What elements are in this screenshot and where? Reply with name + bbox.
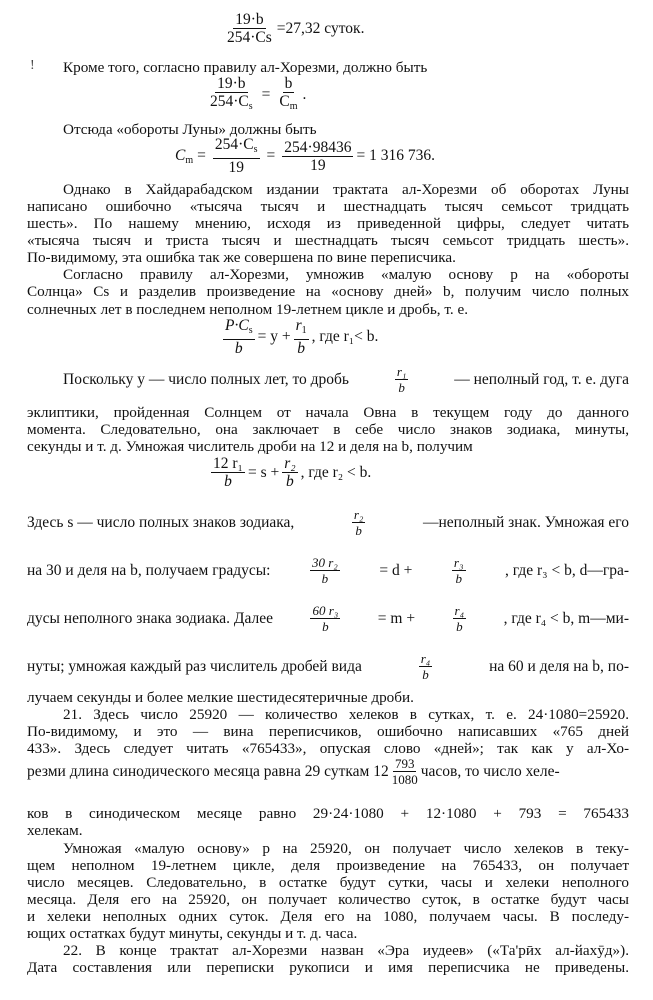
text: = m + — [377, 609, 416, 627]
numerator: 30 r₂ — [311, 555, 338, 570]
denominator: b — [456, 619, 463, 634]
denominator: 254·C — [210, 93, 249, 110]
denominator: b — [224, 473, 232, 490]
denominator: C — [279, 93, 290, 110]
subscript: m — [289, 101, 298, 112]
numerator: P·C — [225, 317, 249, 334]
text: , где r₃ < b, d—гра- — [505, 561, 629, 579]
numerator: 60 r₃ — [312, 603, 339, 618]
denominator: b — [398, 380, 405, 395]
denominator: b — [322, 619, 329, 634]
paragraph-line-inline-frac — [27, 652, 629, 681]
text: — неполный год, т. е. дуга — [454, 370, 629, 388]
subscript: 1 — [301, 325, 307, 336]
text: дусы неполного знака зодиака. Далее — [27, 609, 273, 627]
text: резми длина синодического месяца равна 29 суткам 12 — [27, 762, 389, 780]
text: , где r₄ < b, m—ми- — [503, 609, 629, 627]
numerator: r₁ — [396, 364, 407, 379]
numerator: 19·b — [235, 11, 264, 28]
lhs: C — [175, 146, 186, 164]
text: нуты; умножая каждый раз числитель дробей вида — [27, 657, 362, 675]
paragraph-line: Отсюда «обороты Луны» должны быть — [63, 121, 317, 138]
denominator: b — [455, 571, 462, 586]
numerator: 19·b — [217, 75, 246, 92]
numerator: r₃ — [453, 555, 464, 570]
denominator: b — [355, 523, 362, 538]
numerator: r₄ — [454, 603, 465, 618]
subscript: m — [185, 154, 194, 166]
equation-4 — [220, 318, 378, 356]
equation-1 — [222, 12, 364, 45]
text: —неполный знак. Умножая его — [423, 513, 629, 531]
numerator: r₂ — [284, 455, 296, 472]
fraction — [225, 12, 274, 45]
denominator: 1080 — [391, 772, 418, 787]
paragraph-line: шесть». По нашему мнению, исходя из приведенной цифры, следует читать — [27, 215, 629, 232]
subscript: s — [248, 101, 253, 112]
paragraph-line: ков в синодическом месяце равно 29·24·1080 + 12·1080 + 793 = 765433 — [27, 805, 629, 822]
paragraph-line: Дата составления или переписки рукописи и имя переписчика не приведены. — [27, 959, 629, 976]
text: на 30 и деля на b, получаем градусы: — [27, 561, 271, 579]
paragraph-line: хелекам. — [27, 822, 83, 839]
equation-tail: . — [302, 86, 307, 103]
numerator: r₂ — [353, 507, 364, 522]
paragraph-line: 433». Здесь следует читать «765433», опуская слово «дней»; так как у ал-Хо- — [27, 740, 629, 757]
denominator: b — [321, 571, 329, 586]
margin-mark: ! — [30, 58, 35, 73]
paragraph-line: эклиптики, пройденная Солнцем от начала Овна в текущем году до данного — [27, 404, 629, 421]
paragraph-line: Солнца» Cs и разделив произведение на «основу дней» b, получим число полных — [27, 283, 629, 300]
numerator: 254·C — [214, 136, 254, 153]
denominator: b — [234, 340, 243, 357]
numerator: b — [284, 75, 293, 92]
subscript: s — [248, 325, 253, 336]
denominator: 19 — [228, 159, 244, 176]
equation-mid: = s + — [247, 463, 280, 481]
denominator: 254·Cs — [227, 29, 272, 46]
paragraph-line: По-видимому, эта ошибка так же совершена по вине переписчика. — [27, 249, 456, 266]
equation-5 — [208, 456, 371, 489]
text: на 60 и деля на b, по- — [489, 657, 629, 675]
paragraph-line: ющих остатках будут минуты, секунды и т. д. часа. — [27, 925, 358, 942]
paragraph-line-inline-frac — [27, 757, 629, 786]
equation-2: $\frac{19\cdot b}{254\cdot C_s}$ = $\frac{b}{C_m}$ . — [210, 75, 307, 112]
paragraph-line: месяца. Деля его на 25920, он получает количество суток, в остатке будут часы — [27, 891, 629, 908]
paragraph-line-inline-frac — [27, 508, 629, 537]
paragraph-line: и хелеки неполных одних суток. Деля его на 1080, получаем часы. В последу- — [27, 908, 629, 925]
paragraph-line: число месяцев. Следовательно, в остатке будут сутки, часы и хелеки неполного — [27, 874, 629, 891]
text: Здесь s — число полных знаков зодиака, — [27, 513, 295, 531]
numerator: 254·98436 — [284, 138, 352, 156]
denominator: b — [286, 473, 294, 490]
paragraph-line-inline-frac — [27, 604, 629, 633]
numerator: r₄ — [420, 651, 431, 666]
text: Поскольку y — число полных лет, то дробь — [63, 370, 349, 388]
paragraph-line-inline-frac — [63, 365, 629, 394]
paragraph-line: 21. Здесь число 25920 — количество хелеков в сутках, т. е. 24·1080=25920. — [63, 706, 629, 723]
paragraph-line: секунды и т. д. Умножая числитель дроби на 12 и деля на b, получим — [27, 438, 473, 455]
numerator: 12 r₁ — [213, 455, 243, 472]
paragraph-line: момента. Следовательно, она заключает в себе число знаков зодиака, минуты, — [27, 421, 629, 438]
paragraph-line: Согласно правилу ал-Хорезми, умножив «малую основу p на «обороты — [63, 266, 629, 283]
paragraph-line: написано ошибочно «тысяча тысяч и шестнадцать тысяч семьсот тридцать — [27, 198, 629, 215]
paragraph-line: Умножая «малую основу» p на 25920, он получает число хелеков в теку- — [63, 840, 629, 857]
text: часов, то число хеле- — [420, 762, 560, 780]
paragraph-line: лучаем секунды и более мелкие шестидесятеричные дроби. — [27, 689, 414, 706]
equation-tail: , где r₁< b. — [311, 328, 379, 345]
paragraph-line: По-видимому, и это — вина переписчиков, ошибочно написавших «765 дней — [27, 723, 629, 740]
equation-rhs: =27,32 суток. — [276, 19, 365, 37]
denominator: 19 — [310, 156, 326, 174]
denominator: b — [297, 340, 305, 357]
equation-tail: , где r₂ < b. — [300, 463, 372, 481]
subscript: s — [253, 144, 258, 155]
paragraph-line: солнечных лет в последнем неполном 19-летнем цикле и дробь, т. е. — [27, 301, 468, 318]
numerator: 793 — [394, 756, 415, 771]
paragraph-line: Кроме того, согласно правилу ал-Хорезми, должно быть — [63, 59, 428, 76]
equation-mid: = y + — [257, 328, 291, 345]
numerator: r — [295, 317, 302, 334]
paragraph-line: «тысяча тысяч и триста тысяч и шестнадцать тысяч семьсот тридцать шесть». — [27, 232, 629, 249]
paragraph-line-inline-frac — [27, 556, 629, 585]
text: = d + — [379, 561, 413, 579]
equation-3: $C_m$ = $\frac{254\cdot C_s}{19}$ = $\frac{254\cdot 98436}{19}$ = 1 316 736. — [175, 136, 435, 176]
paragraph-line: Однако в Хайдарабадском издании трактата ал-Хорезми об оборотах Луны — [63, 181, 629, 198]
paragraph-line: 22. В конце трактат ал-Хорезми назван «Эра иудеев» («Та'рӣх ал-йахӯд»). — [63, 942, 629, 959]
equation-result: = 1 316 736. — [356, 147, 435, 164]
paragraph-line: щем неполном 19-летнем цикле, деля произведение на 765433, он получает — [27, 857, 629, 874]
denominator: b — [422, 667, 429, 682]
